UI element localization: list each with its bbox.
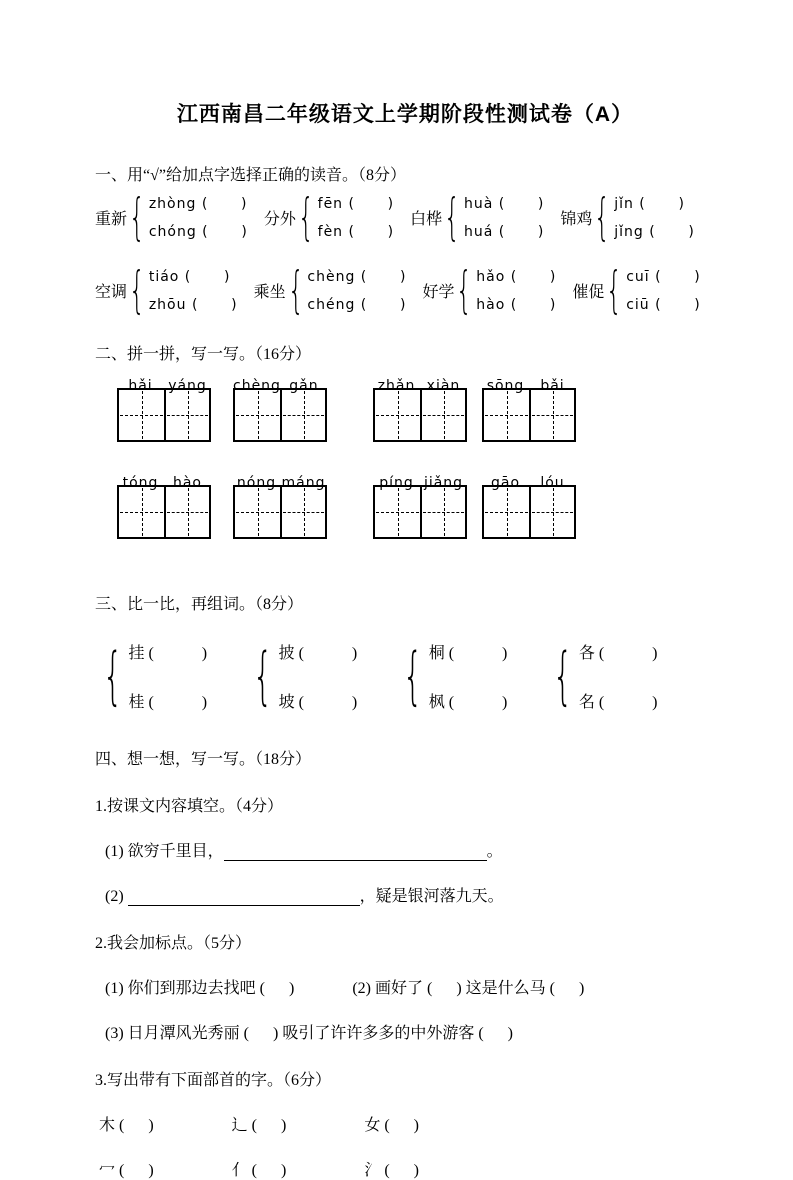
group-word-label: 乘坐: [253, 284, 286, 301]
sub2-heading: 2.我会加标点。（5分）: [95, 935, 252, 952]
word-group: [95, 188, 248, 246]
pair-top: 挂 ( ): [128, 645, 208, 662]
section-think-write: [95, 746, 715, 1180]
pinyin-label: [482, 378, 576, 394]
pair-bottom: 桂 ( ): [128, 694, 208, 711]
writing-grid: [373, 378, 467, 442]
brace-icon: {: [553, 639, 573, 713]
brace-icon: {: [102, 639, 123, 713]
compare-pair-row: [99, 640, 715, 712]
grid-cell: [235, 487, 280, 537]
brace-icon: {: [128, 188, 145, 246]
fill-blank-suffix: ，疑是银河落九天。: [359, 888, 504, 905]
pinyin-option-bottom: huá ( ): [463, 223, 545, 240]
word-group: [560, 188, 695, 246]
writing-grid: [233, 378, 327, 442]
pinyin-syllable: hào: [172, 475, 203, 491]
grid-cell: [375, 487, 420, 537]
compare-pair: [249, 640, 357, 712]
word-group: [410, 188, 545, 246]
grid-cell: [375, 390, 420, 440]
blank-underline: [128, 889, 360, 906]
radical-item: 木 ( ): [99, 1117, 154, 1134]
pinyin-syllable: máng: [281, 475, 326, 491]
word-group: [572, 261, 701, 319]
word-group: [263, 188, 395, 246]
writing-grid: [373, 475, 467, 539]
compare-pair: [399, 640, 507, 712]
pair-top: 桐 ( ): [428, 645, 508, 662]
pinyin-syllable: jiǎng: [423, 475, 464, 491]
section-pinyin-writing: [95, 341, 715, 539]
pinyin-option-bottom: jǐng ( ): [614, 223, 695, 240]
radical-item: 氵 ( ): [364, 1162, 420, 1179]
grid-cell: [420, 390, 465, 440]
group-word-label: 白桦: [410, 211, 443, 228]
brace-icon: {: [444, 188, 461, 246]
pinyin-syllable: sōng: [486, 378, 525, 394]
grid-cell: [164, 487, 209, 537]
group-word-label: 分外: [263, 211, 296, 228]
section1-heading: 一、用“√”给加点字选择正确的读音。（8分）: [95, 167, 406, 184]
word-group: [253, 261, 407, 319]
brace-icon: {: [287, 261, 304, 319]
pinyin-syllable: tóng: [122, 475, 159, 491]
grid-cell: [484, 390, 529, 440]
grid-cell: [235, 390, 280, 440]
pinyin-option-top: hǎo ( ): [476, 268, 557, 285]
pinyin-option-bottom: hào ( ): [476, 296, 557, 313]
fill-blank-prefix: (1) 欲穷千里目，: [105, 843, 224, 860]
group-word-label: 重新: [95, 211, 128, 228]
section-pronunciation: [95, 162, 715, 319]
fill-blank-prefix: (2): [105, 888, 128, 905]
grid-cell: [420, 487, 465, 537]
writing-grid: [117, 475, 211, 539]
grid-cell: [119, 487, 164, 537]
pinyin-option-bottom: zhōu ( ): [148, 296, 238, 313]
pinyin-syllable: yáng: [168, 378, 207, 394]
brace-icon: {: [456, 261, 473, 319]
group-word-label: 催促: [572, 284, 605, 301]
pinyin-syllable: lóu: [540, 475, 565, 491]
radical-row-2: [99, 1157, 715, 1180]
brace-icon: {: [606, 261, 623, 319]
pinyin-label: [117, 475, 211, 491]
section4-heading: 四、想一想，写一写。（18分）: [95, 751, 312, 768]
punctuation-item-1: (1) 你们到那边去找吧 ( ): [105, 980, 295, 997]
punctuation-row: [105, 975, 715, 998]
radical-item: 亻 ( ): [231, 1162, 287, 1179]
brace-icon: {: [128, 261, 145, 319]
grid-cell: [164, 390, 209, 440]
pinyin-syllable: hǎi: [128, 378, 153, 394]
radical-item: 辶 ( ): [231, 1117, 287, 1134]
radical-item: 女 ( ): [364, 1117, 420, 1134]
group-word-label: 空调: [95, 284, 128, 301]
sub1-heading: 1.按课文内容填空。（4分）: [95, 798, 284, 815]
writing-grid: [117, 378, 211, 442]
grid-cell: [484, 487, 529, 537]
paper-content: [95, 0, 715, 1180]
writing-grid-row-1: [117, 378, 715, 442]
section3-heading: 三、比一比，再组词。（8分）: [95, 596, 304, 613]
group-word-label: 锦鸡: [560, 211, 593, 228]
pinyin-option-top: tiáo ( ): [148, 268, 231, 285]
sub3-heading: 3.写出带有下面部首的字。（6分）: [95, 1072, 332, 1089]
punctuation-item-2: (2) 画好了 ( ) 这是什么马 ( ): [352, 980, 585, 997]
pronunciation-row-1: [95, 188, 715, 246]
page-title: 江西南昌二年级语文上学期阶段性测试卷（A）: [176, 103, 634, 126]
blank-underline: [224, 844, 487, 861]
brace-icon: {: [594, 188, 611, 246]
pinyin-label: [117, 378, 211, 394]
grid-cell: [529, 390, 574, 440]
pinyin-option-top: cuī ( ): [626, 268, 701, 285]
pinyin-syllable: píng: [379, 475, 414, 491]
word-group: [422, 261, 557, 319]
pinyin-option-bottom: chéng ( ): [307, 296, 407, 313]
fill-blank-suffix: 。: [486, 843, 503, 860]
pinyin-syllable: xiàn: [426, 378, 461, 394]
pronunciation-row-2: [95, 261, 715, 319]
group-word-label: 好学: [422, 284, 455, 301]
pinyin-label: [373, 475, 467, 491]
pinyin-syllable: nóng: [236, 475, 277, 491]
pinyin-syllable: chèng: [233, 378, 281, 394]
pinyin-syllable: gǎn: [289, 378, 319, 394]
pinyin-option-top: chèng ( ): [307, 268, 407, 285]
pinyin-option-top: zhòng ( ): [148, 195, 248, 212]
fill-blank-line-2: [105, 883, 715, 906]
writing-grid: [233, 475, 327, 539]
pinyin-label: [482, 475, 576, 491]
pinyin-label: [373, 378, 467, 394]
grid-cell: [280, 487, 325, 537]
pair-top: 披 ( ): [278, 645, 358, 662]
pair-bottom: 名 ( ): [578, 694, 658, 711]
pinyin-option-top: jǐn ( ): [614, 195, 685, 212]
pair-bottom: 坡 ( ): [278, 694, 358, 711]
brace-icon: {: [297, 188, 314, 246]
pinyin-option-top: huà ( ): [463, 195, 545, 212]
pinyin-option-bottom: chóng ( ): [148, 223, 248, 240]
brace-icon: {: [252, 639, 273, 713]
punctuation-item-3: (3) 日月潭风光秀丽 ( ) 吸引了许许多多的中外游客 ( ): [105, 1025, 513, 1042]
radical-item: 冖 ( ): [99, 1162, 154, 1179]
pinyin-option-bottom: ciū ( ): [626, 296, 701, 313]
word-group: [95, 261, 238, 319]
pinyin-syllable: zhǎn: [377, 378, 416, 394]
fill-blank-line-1: [105, 838, 715, 861]
writing-grid-row-2: [117, 475, 715, 539]
pinyin-syllable: gāo: [490, 475, 521, 491]
pinyin-label: [233, 475, 327, 491]
pinyin-option-top: fēn ( ): [317, 195, 395, 212]
compare-pair: [99, 640, 207, 712]
writing-grid: [482, 378, 576, 442]
pinyin-option-bottom: fèn ( ): [317, 223, 395, 240]
grid-cell: [280, 390, 325, 440]
section-compare-words: [95, 591, 715, 712]
brace-icon: {: [403, 639, 423, 713]
pair-bottom: 枫 ( ): [428, 694, 508, 711]
pinyin-syllable: bǎi: [540, 378, 565, 394]
grid-cell: [119, 390, 164, 440]
writing-grid: [482, 475, 576, 539]
grid-cell: [529, 487, 574, 537]
radical-row-1: [99, 1112, 715, 1135]
section2-heading: 二、拼一拼，写一写。（16分）: [95, 346, 312, 363]
pair-top: 各 ( ): [578, 645, 658, 662]
pinyin-label: [233, 378, 327, 394]
compare-pair: [549, 640, 657, 712]
